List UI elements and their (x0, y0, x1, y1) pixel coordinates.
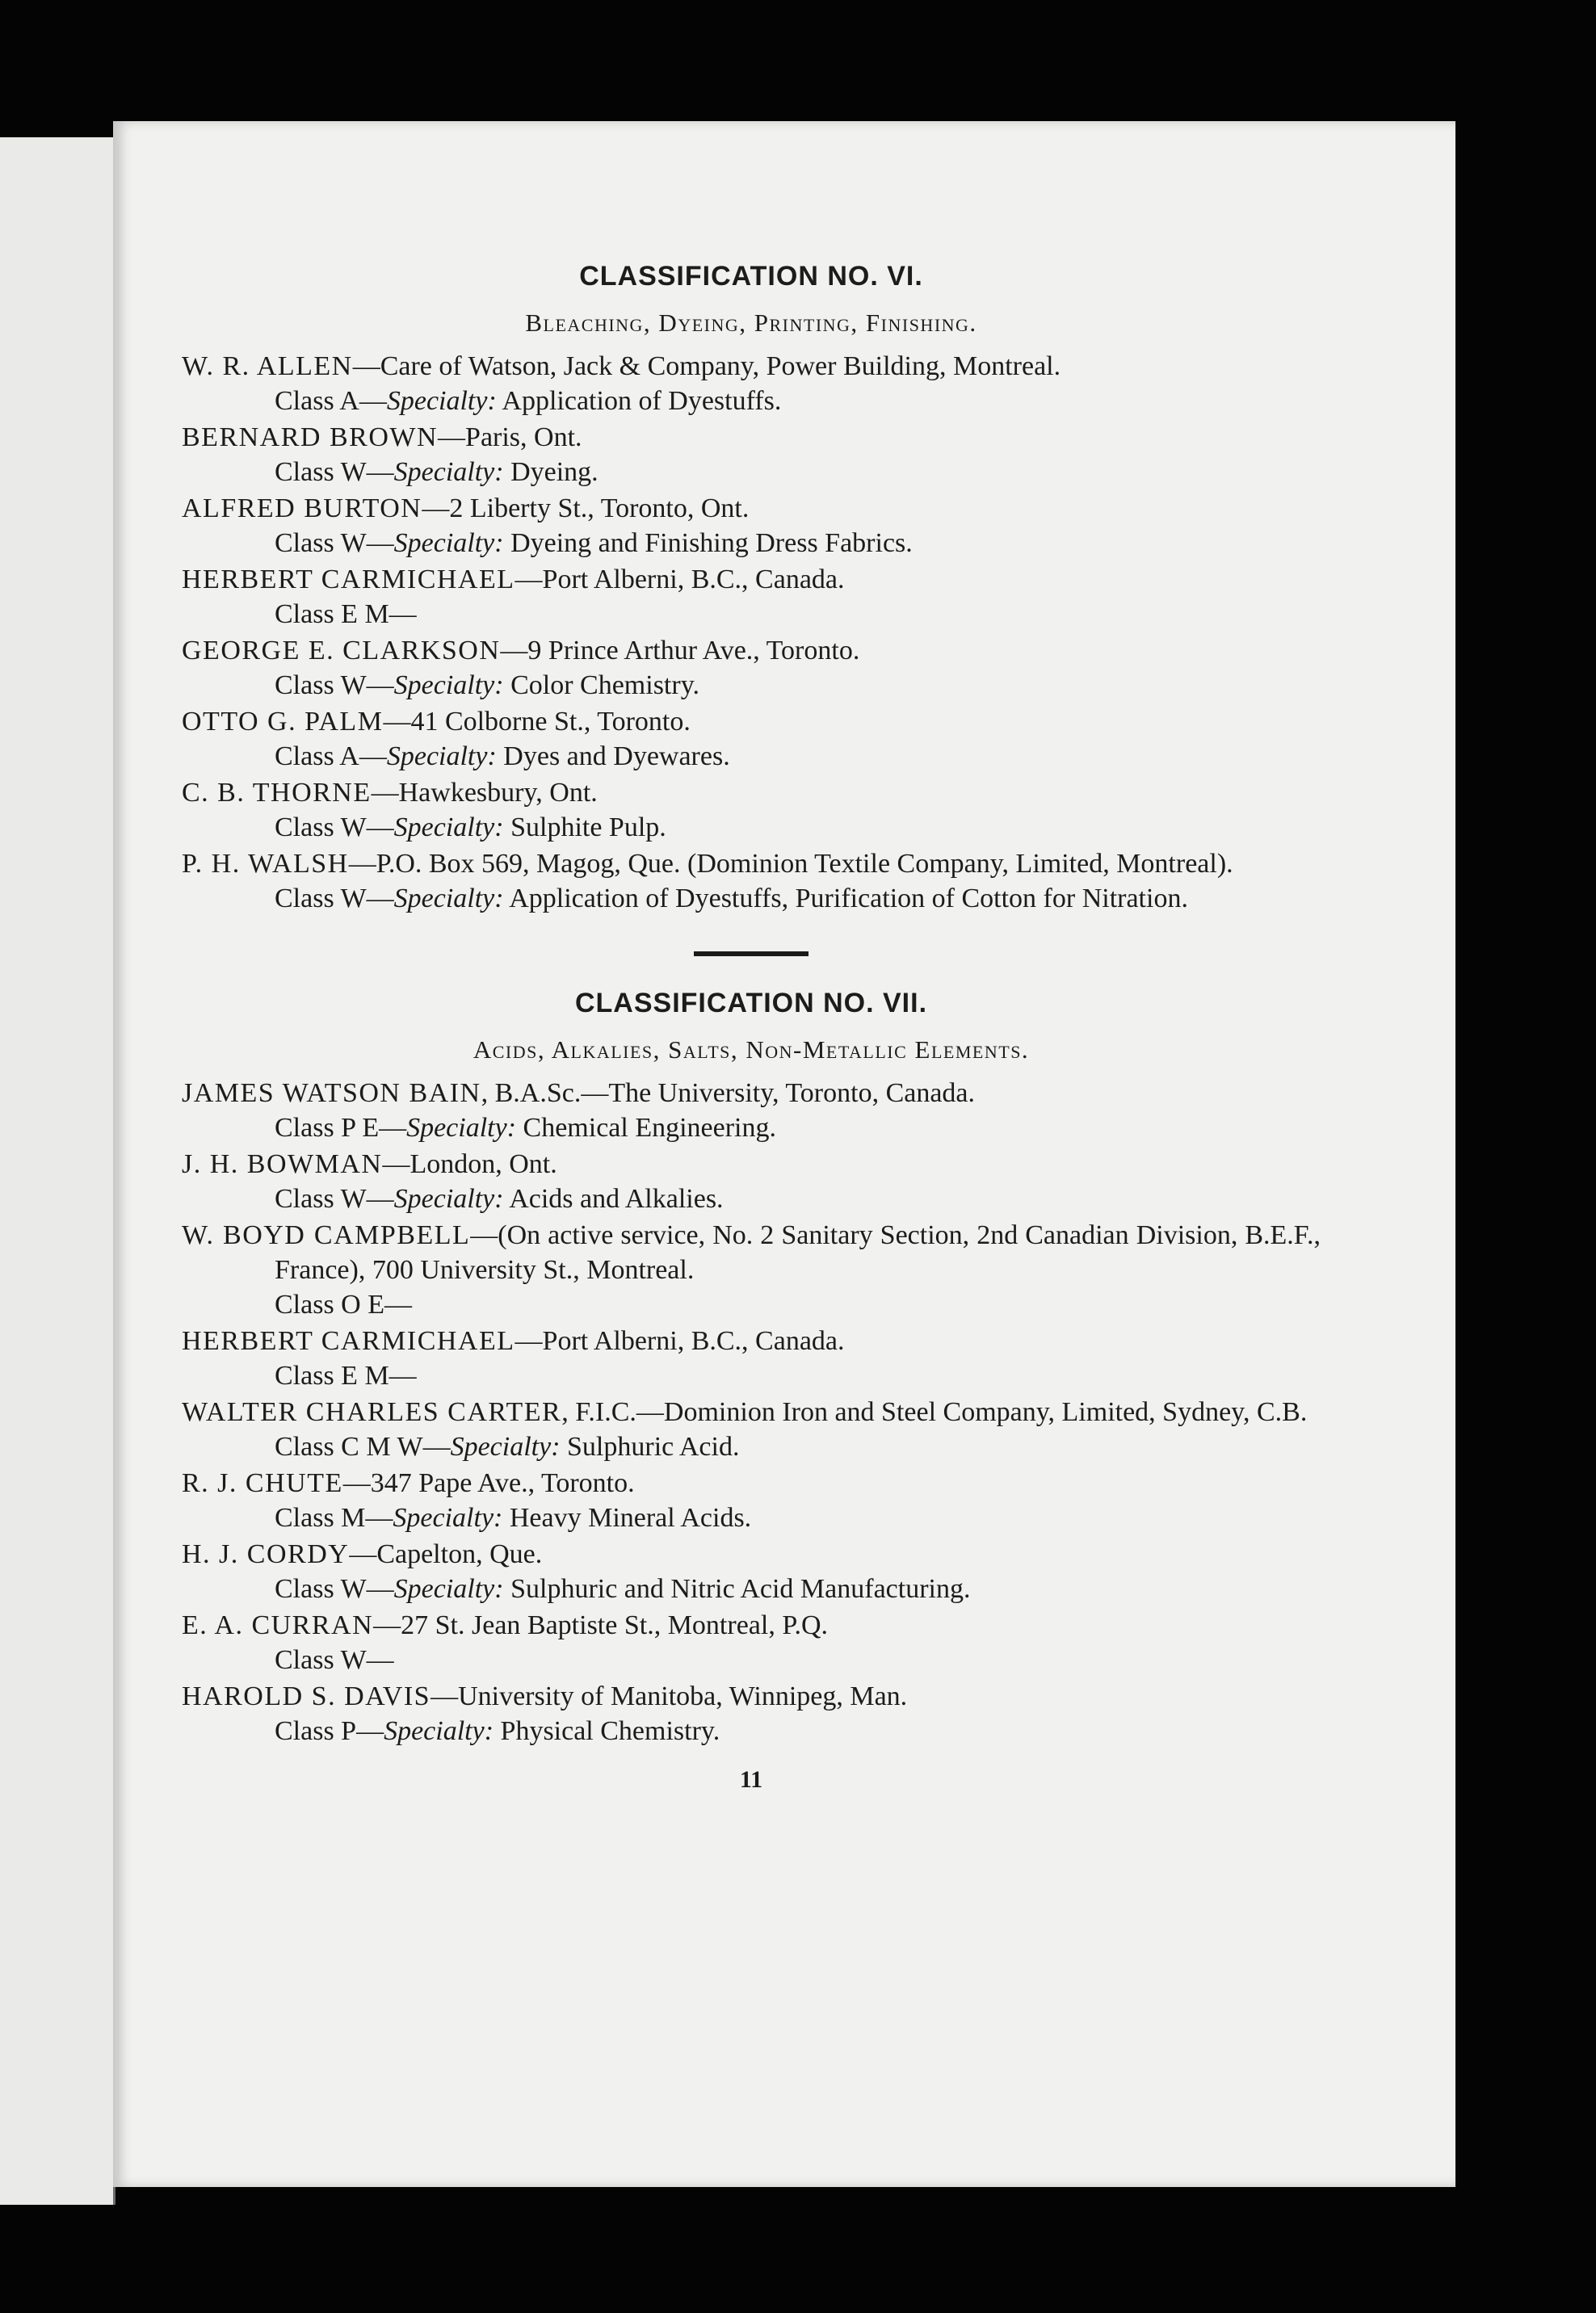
member-specialty: Sulphite Pulp. (503, 812, 666, 842)
section-subtitle: Bleaching, Dyeing, Printing, Finishing. (525, 309, 977, 337)
member-line (182, 1608, 1321, 1643)
member-class: Class P E— (275, 1113, 407, 1143)
member-entry (182, 1395, 1321, 1464)
specialty-label: Specialty: (393, 528, 504, 558)
member-address: —University of Manitoba, Winnipeg, Man. (430, 1681, 908, 1711)
member-specialty: Heavy Mineral Acids. (502, 1503, 752, 1533)
member-class-line (182, 455, 1321, 489)
specialty-label: Specialty: (393, 457, 504, 487)
section-divider (694, 951, 808, 956)
member-entry (182, 1218, 1321, 1322)
member-class-line (182, 1287, 1321, 1322)
member-line (182, 704, 1321, 739)
member-class-line (182, 881, 1321, 916)
member-name: W. BOYD CAMPBELL (182, 1220, 471, 1250)
member-line (182, 1466, 1321, 1501)
member-class: Class W— (275, 457, 394, 487)
member-class: Class W— (275, 884, 394, 913)
member-name: ALFRED BURTON (182, 493, 422, 523)
member-name: HERBERT CARMICHAEL (182, 1326, 515, 1356)
member-name: J. H. BOWMAN (182, 1149, 383, 1179)
classification-section-vi (182, 258, 1321, 916)
member-line (182, 420, 1321, 455)
member-name: HERBERT CARMICHAEL (182, 565, 515, 594)
member-entry (182, 1608, 1321, 1677)
member-address: —Care of Watson, Jack & Company, Power Building, Montreal. (352, 351, 1061, 381)
member-specialty: Acids and Alkalies. (503, 1184, 724, 1214)
member-address: —Hawkesbury, Ont. (371, 778, 598, 808)
member-class-line (182, 1429, 1321, 1464)
member-name: JAMES WATSON BAIN (182, 1078, 481, 1108)
member-class-line (182, 1501, 1321, 1535)
member-class: Class W— (275, 528, 394, 558)
member-specialty: Color Chemistry. (503, 670, 699, 700)
member-specialty: Physical Chemistry. (494, 1716, 720, 1746)
member-entry (182, 704, 1321, 774)
member-entry (182, 633, 1321, 703)
member-class-line (182, 1714, 1321, 1748)
member-entry (182, 491, 1321, 560)
specialty-label: Specialty: (393, 670, 504, 700)
classification-section-vii (182, 985, 1321, 1748)
member-name: OTTO G. PALM (182, 707, 384, 737)
member-class: Class M— (275, 1503, 393, 1533)
member-class: Class W— (275, 1184, 394, 1214)
member-line (182, 1395, 1321, 1429)
section-title: CLASSIFICATION NO. VII. (574, 988, 928, 1018)
member-specialty: Dyeing and Finishing Dress Fabrics. (503, 528, 913, 558)
member-address: —London, Ont. (382, 1149, 557, 1179)
entry-list (182, 349, 1321, 916)
member-class-line (182, 1572, 1321, 1606)
member-class-line (182, 1110, 1321, 1145)
member-address: —Capelton, Que. (349, 1539, 543, 1569)
specialty-label: Specialty: (393, 884, 504, 913)
member-address: —41 Colborne St., Toronto. (383, 707, 691, 737)
member-class-line (182, 1182, 1321, 1216)
member-address: —Paris, Ont. (438, 422, 582, 452)
member-class: Class W— (275, 1645, 394, 1675)
member-specialty: Application of Dyestuffs. (496, 386, 782, 416)
specialty-label: Specialty: (393, 812, 504, 842)
member-class-line (182, 526, 1321, 560)
member-address: , F.I.C.—Dominion Iron and Steel Company, Limited, Sydney, C.B. (561, 1397, 1308, 1427)
member-name: H. J. CORDY (182, 1539, 350, 1569)
member-address: —Port Alberni, B.C., Canada. (514, 1326, 845, 1356)
specialty-label: Specialty: (450, 1432, 561, 1462)
specialty-label: Specialty: (386, 741, 497, 771)
member-line (182, 1679, 1321, 1714)
member-class: Class W— (275, 1574, 394, 1604)
member-class: Class C M W— (275, 1432, 451, 1462)
member-entry (182, 1147, 1321, 1216)
member-specialty: Dyes and Dyewares. (496, 741, 730, 771)
member-line (182, 1076, 1321, 1110)
member-specialty: Application of Dyestuffs, Purification of Cotton for Nitration. (503, 884, 1188, 913)
specialty-label: Specialty: (406, 1113, 517, 1143)
specialty-label: Specialty: (384, 1716, 494, 1746)
member-name: W. R. ALLEN (182, 351, 353, 381)
member-address: —9 Prince Arthur Ave., Toronto. (500, 636, 860, 665)
member-address: —(On active service, No. 2 Sanitary Section, 2nd Canadian Division, B.E.F., France), 700 University St., Montreal. (275, 1220, 1321, 1285)
member-class: Class P— (275, 1716, 384, 1746)
member-class: Class A— (275, 741, 387, 771)
member-entry (182, 1324, 1321, 1393)
member-entry (182, 775, 1321, 845)
member-line (182, 491, 1321, 526)
member-specialty: Sulphuric Acid. (560, 1432, 740, 1462)
specialty-label: Specialty: (393, 1184, 504, 1214)
member-line (182, 775, 1321, 810)
member-class-line (182, 384, 1321, 418)
member-class-line (182, 1643, 1321, 1677)
member-name: BERNARD BROWN (182, 422, 439, 452)
member-specialty: Sulphuric and Nitric Acid Manufacturing. (503, 1574, 971, 1604)
member-address: —P.O. Box 569, Magog, Que. (Dominion Textile Company, Limited, Montreal). (348, 849, 1233, 879)
member-entry (182, 1537, 1321, 1606)
member-entry (182, 420, 1321, 489)
member-address: —Port Alberni, B.C., Canada. (514, 565, 845, 594)
member-class: Class O E— (275, 1290, 412, 1320)
member-entry (182, 1076, 1321, 1145)
member-class: Class E M— (275, 1361, 417, 1391)
member-class-line (182, 1358, 1321, 1393)
member-line (182, 1147, 1321, 1182)
member-line (182, 633, 1321, 668)
member-class: Class W— (275, 670, 394, 700)
member-entry (182, 349, 1321, 418)
member-entry (182, 1679, 1321, 1748)
member-address: —27 St. Jean Baptiste St., Montreal, P.Q. (373, 1610, 829, 1640)
member-name: WALTER CHARLES CARTER (182, 1397, 562, 1427)
member-name: C. B. THORNE (182, 778, 372, 808)
page-content (182, 137, 1321, 1794)
member-class: Class W— (275, 812, 394, 842)
member-line (182, 562, 1321, 597)
member-name: HAROLD S. DAVIS (182, 1681, 431, 1711)
member-line (182, 349, 1321, 384)
member-class-line (182, 739, 1321, 774)
member-class: Class E M— (275, 599, 417, 629)
facing-page-edge (0, 137, 116, 2205)
member-line (182, 1537, 1321, 1572)
section-subtitle: Acids, Alkalies, Salts, Non-Metallic Elements. (472, 1035, 1030, 1064)
member-class-line (182, 668, 1321, 703)
specialty-label: Specialty: (393, 1503, 503, 1533)
member-specialty: Chemical Engineering. (516, 1113, 776, 1143)
member-name: R. J. CHUTE (182, 1468, 343, 1498)
member-entry (182, 1466, 1321, 1535)
member-entry (182, 562, 1321, 632)
page-number: 11 (739, 1766, 763, 1793)
member-address: , B.A.Sc.—The University, Toronto, Canada. (481, 1078, 976, 1108)
member-specialty: Dyeing. (503, 457, 598, 487)
specialty-label: Specialty: (386, 386, 497, 416)
member-address: —2 Liberty St., Toronto, Ont. (422, 493, 750, 523)
specialty-label: Specialty: (393, 1574, 504, 1604)
member-line (182, 846, 1321, 881)
section-title: CLASSIFICATION NO. VI. (579, 261, 923, 292)
member-line (182, 1324, 1321, 1358)
member-class: Class A— (275, 386, 387, 416)
member-class-line (182, 597, 1321, 632)
entry-list (182, 1076, 1321, 1748)
member-class-line (182, 810, 1321, 845)
member-name: GEORGE E. CLARKSON (182, 636, 501, 665)
member-name: E. A. CURRAN (182, 1610, 374, 1640)
member-entry (182, 846, 1321, 916)
member-address: —347 Pape Ave., Toronto. (342, 1468, 635, 1498)
member-name: P. H. WALSH (182, 849, 349, 879)
member-line (182, 1218, 1321, 1287)
